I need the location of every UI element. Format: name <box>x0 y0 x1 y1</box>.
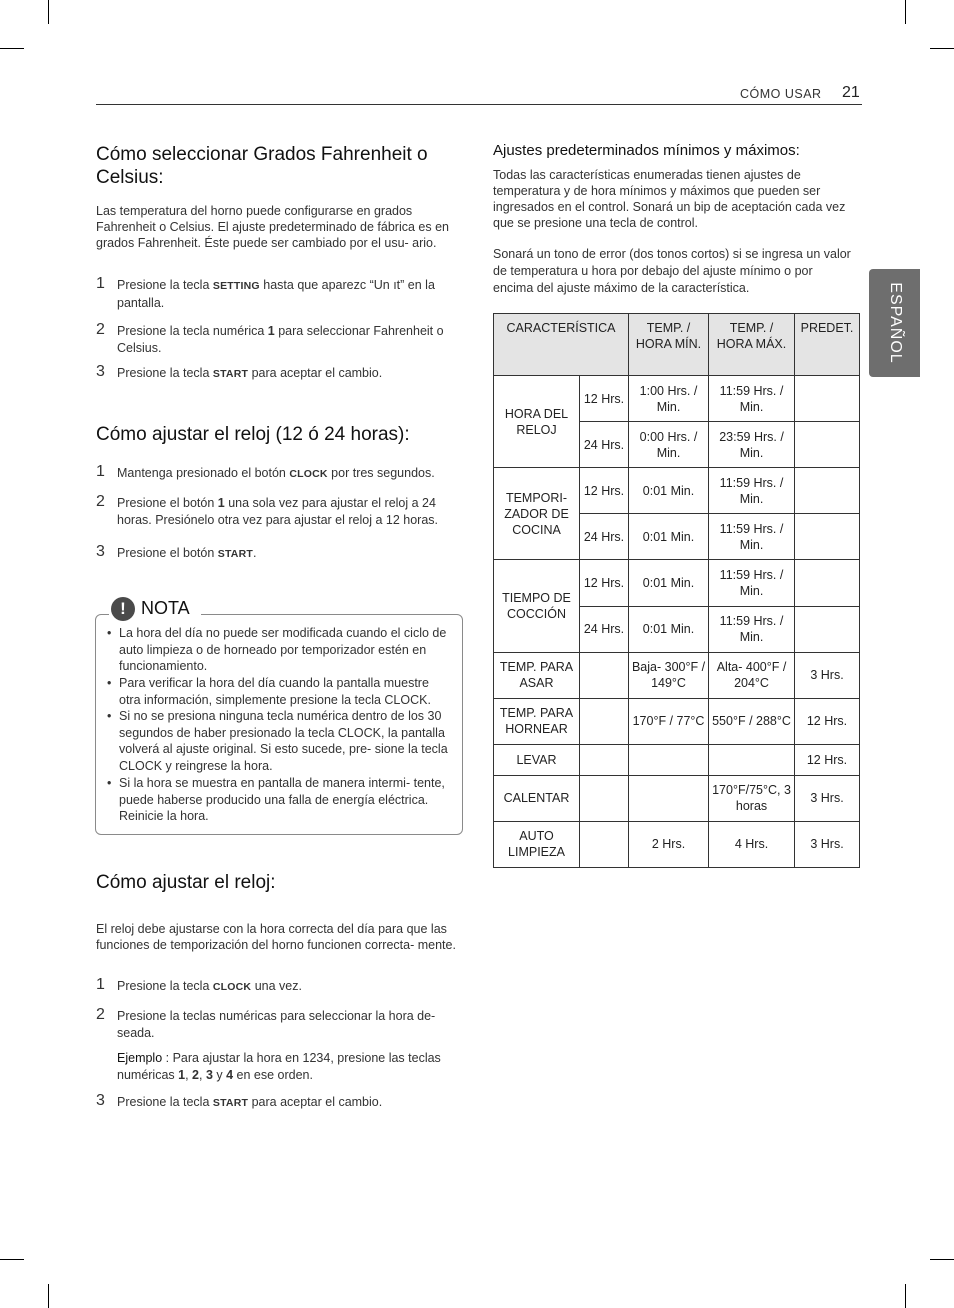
table-cell: AUTO LIMPIEZA <box>494 821 580 867</box>
language-tab <box>869 269 920 377</box>
step-number: 2 <box>96 1006 105 1023</box>
step-text: Presione la tecla numérica 1 para seleccionar Fahrenheit o Celsius. <box>117 324 444 355</box>
step-number: 1 <box>96 275 105 292</box>
table-cell: 3 Hrs. <box>795 775 860 821</box>
crop-mark <box>48 1284 49 1308</box>
key-name: START <box>212 368 249 380</box>
section-title-clock-12-24: Cómo ajustar el reloj (12 ó 24 horas): <box>96 424 410 445</box>
table-cell <box>629 775 709 821</box>
table-cell: 4 Hrs. <box>709 821 795 867</box>
table-row <box>494 821 860 867</box>
step-text: Presione la tecla SETTING hasta que aparezc “Un ıt” en la pantalla. <box>117 278 435 310</box>
table-cell: 12 Hrs. <box>580 468 629 514</box>
table-header-row <box>494 314 860 376</box>
note-text: La hora del día no puede ser modificada cuando el ciclo de auto limpieza o de horneado por temporizador estén en funcionamiento. <box>119 626 447 673</box>
table-cell: LEVAR <box>494 744 580 775</box>
table-cell: 11:59 Hrs. / Min. <box>709 514 795 560</box>
crop-mark <box>905 0 906 24</box>
table-cell <box>795 376 860 422</box>
table-cell <box>795 606 860 652</box>
table-row <box>494 468 860 514</box>
crop-mark <box>930 1259 954 1260</box>
step-number: 3 <box>96 543 105 560</box>
key-name: START <box>212 1097 249 1109</box>
bullet-icon: • <box>107 709 112 723</box>
table-cell <box>580 652 629 698</box>
note-text: Para verificar la hora del día cuando la pantalla muestre otra información, simplemente presione la tecla CLOCK. <box>119 676 431 707</box>
crop-mark <box>0 48 24 49</box>
table-cell <box>580 698 629 744</box>
table-row <box>494 652 860 698</box>
table-header: CARACTERÍSTICA <box>494 314 629 376</box>
step-number: 2 <box>96 493 105 510</box>
table-cell: 550°F / 288°C <box>709 698 795 744</box>
defaults-para-1: Todas las características enumeradas tienen ajustes de temperatura y de hora mínimos y máximos que pueden ser ingresados en el control. Sonará un bip de aceptación cada vez que se presione una tecla de control. <box>493 168 846 230</box>
bullet-icon: • <box>107 676 112 690</box>
table-cell: 11:59 Hrs. / Min. <box>709 468 795 514</box>
note-text: Si la hora se muestra en pantalla de manera intermi- tente, puede haberse producido una falla de energía eléctrica. Reinicie la hora. <box>119 776 445 823</box>
table-cell: 23:59 Hrs. / Min. <box>709 422 795 468</box>
table-header: TEMP. / HORA MÁX. <box>709 314 795 376</box>
table-cell: Baja- 300°F / 149°C <box>629 652 709 698</box>
key-name: START <box>217 548 253 560</box>
table-row <box>494 560 860 606</box>
table-cell: CALENTAR <box>494 775 580 821</box>
bullet-icon: • <box>107 626 112 640</box>
table-cell: 11:59 Hrs. / Min. <box>709 560 795 606</box>
step-number: 3 <box>96 363 105 380</box>
step-text: Mantenga presionado el botón CLOCK por tres segundos. <box>117 466 435 480</box>
table-cell: 24 Hrs. <box>580 422 629 468</box>
table-cell: 170°F / 77°C <box>629 698 709 744</box>
step-number: 1 <box>96 463 105 480</box>
table-cell <box>795 560 860 606</box>
table-cell: 0:01 Min. <box>629 468 709 514</box>
table-cell: 12 Hrs. <box>580 376 629 422</box>
table-cell: 3 Hrs. <box>795 821 860 867</box>
table-cell: 12 Hrs. <box>795 698 860 744</box>
table-cell: 1:00 Hrs. / Min. <box>629 376 709 422</box>
table-cell: HORA DEL RELOJ <box>494 376 580 468</box>
crop-mark <box>48 0 49 24</box>
step-text: Presione la teclas numéricas para seleccionar la hora de- seada. <box>117 1009 436 1040</box>
table-cell: TIEMPO DE COCCIÓN <box>494 560 580 652</box>
key-name: CLOCK <box>289 468 328 480</box>
section-header: CÓMO USAR <box>740 87 822 101</box>
table-cell: 2 Hrs. <box>629 821 709 867</box>
table-cell: 0:00 Hrs. / Min. <box>629 422 709 468</box>
step-text: Presione el botón 1 una sola vez para ajustar el reloj a 24 horas. Presiónelo otra vez para ajustar el reloj a 12 horas. <box>117 496 439 527</box>
table-cell: TEMPORI- ZADOR DE COCINA <box>494 468 580 560</box>
table-cell: TEMP. PARA ASAR <box>494 652 580 698</box>
table-header: PREDET. <box>795 314 860 376</box>
table-cell: 24 Hrs. <box>580 606 629 652</box>
table-cell: Alta- 400°F / 204°C <box>709 652 795 698</box>
note-label: NOTA <box>141 598 190 618</box>
crop-mark <box>0 1259 24 1260</box>
crop-mark <box>930 48 954 49</box>
table-cell: 3 Hrs. <box>795 652 860 698</box>
table-cell: 0:01 Min. <box>629 560 709 606</box>
defaults-para-2: Sonará un tono de error (dos tonos cortos) si se ingresa un valor de temperatura u hora por debajo del ajuste mínimo o por encima del ajuste máximo de la característica. <box>493 247 851 295</box>
table-row <box>494 698 860 744</box>
step-text: Presione la tecla START para aceptar el cambio. <box>117 366 383 380</box>
clock-intro: El reloj debe ajustarse con la hora correcta del día para que las funciones de temporización del horno funcionen correcta- mente. <box>96 922 456 952</box>
page-number: 21 <box>842 84 860 101</box>
table-cell: TEMP. PARA HORNEAR <box>494 698 580 744</box>
example-text: Ejemplo : Para ajustar la hora en 1234, presione las teclas numéricas 1, 2, 3 y 4 en ese orden. <box>117 1051 441 1082</box>
key-name: CLOCK <box>212 981 252 993</box>
section-title-fahrenheit-celsius: Cómo seleccionar Grados Fahrenheit o Celsius: <box>96 144 428 188</box>
table-row <box>494 775 860 821</box>
step-number: 3 <box>96 1092 105 1109</box>
step-text: Presione la tecla CLOCK una vez. <box>117 979 302 993</box>
defaults-table <box>493 313 860 868</box>
table-cell: 11:59 Hrs. / Min. <box>709 606 795 652</box>
table-cell <box>580 821 629 867</box>
section-title-clock: Cómo ajustar el reloj: <box>96 872 276 893</box>
fahrenheit-intro: Las temperatura del horno puede configurarse en grados Fahrenheit o Celsius. El ajuste predeterminado de fábrica es en grados Fahrenheit. Éste puede ser cambiado por el usu- ario. <box>96 204 449 250</box>
header-divider <box>96 104 862 105</box>
table-cell: 0:01 Min. <box>629 606 709 652</box>
table-row <box>494 744 860 775</box>
key-name: SETTING <box>212 280 260 292</box>
table-cell: 12 Hrs. <box>580 560 629 606</box>
table-cell: 12 Hrs. <box>795 744 860 775</box>
defaults-title: Ajustes predeterminados mínimos y máximos: <box>493 142 800 159</box>
table-row <box>494 376 860 422</box>
table-cell <box>795 422 860 468</box>
key-name: 1 <box>267 324 275 338</box>
step-text: Presione la tecla START para aceptar el cambio. <box>117 1095 383 1109</box>
bullet-icon: • <box>107 776 112 790</box>
table-cell: 11:59 Hrs. / Min. <box>709 376 795 422</box>
warning-icon: ! <box>111 597 135 621</box>
crop-mark <box>905 1284 906 1308</box>
example-line <box>117 1050 457 1084</box>
language-tab-label: ESPAÑOL <box>886 282 904 364</box>
table-cell <box>795 514 860 560</box>
table-cell <box>795 468 860 514</box>
key-name: 1 <box>217 496 225 510</box>
table-cell <box>709 744 795 775</box>
table-cell: 170°F/75°C, 3 horas <box>709 775 795 821</box>
step-number: 2 <box>96 321 105 338</box>
table-header: TEMP. / HORA MÍN. <box>629 314 709 376</box>
step-text: Presione el botón START. <box>117 546 257 560</box>
table-cell: 0:01 Min. <box>629 514 709 560</box>
step-number: 1 <box>96 976 105 993</box>
table-cell <box>629 744 709 775</box>
table-cell: 24 Hrs. <box>580 514 629 560</box>
table-cell <box>580 775 629 821</box>
note-text: Si no se presiona ninguna tecla numérica dentro de los 30 segundos de haber presionado la tecla CLOCK, la pantalla volverá al ajuste original. Si esto sucede, pre- sione la tecla CLOCK y reingrese la hora. <box>119 709 448 773</box>
table-cell <box>580 744 629 775</box>
